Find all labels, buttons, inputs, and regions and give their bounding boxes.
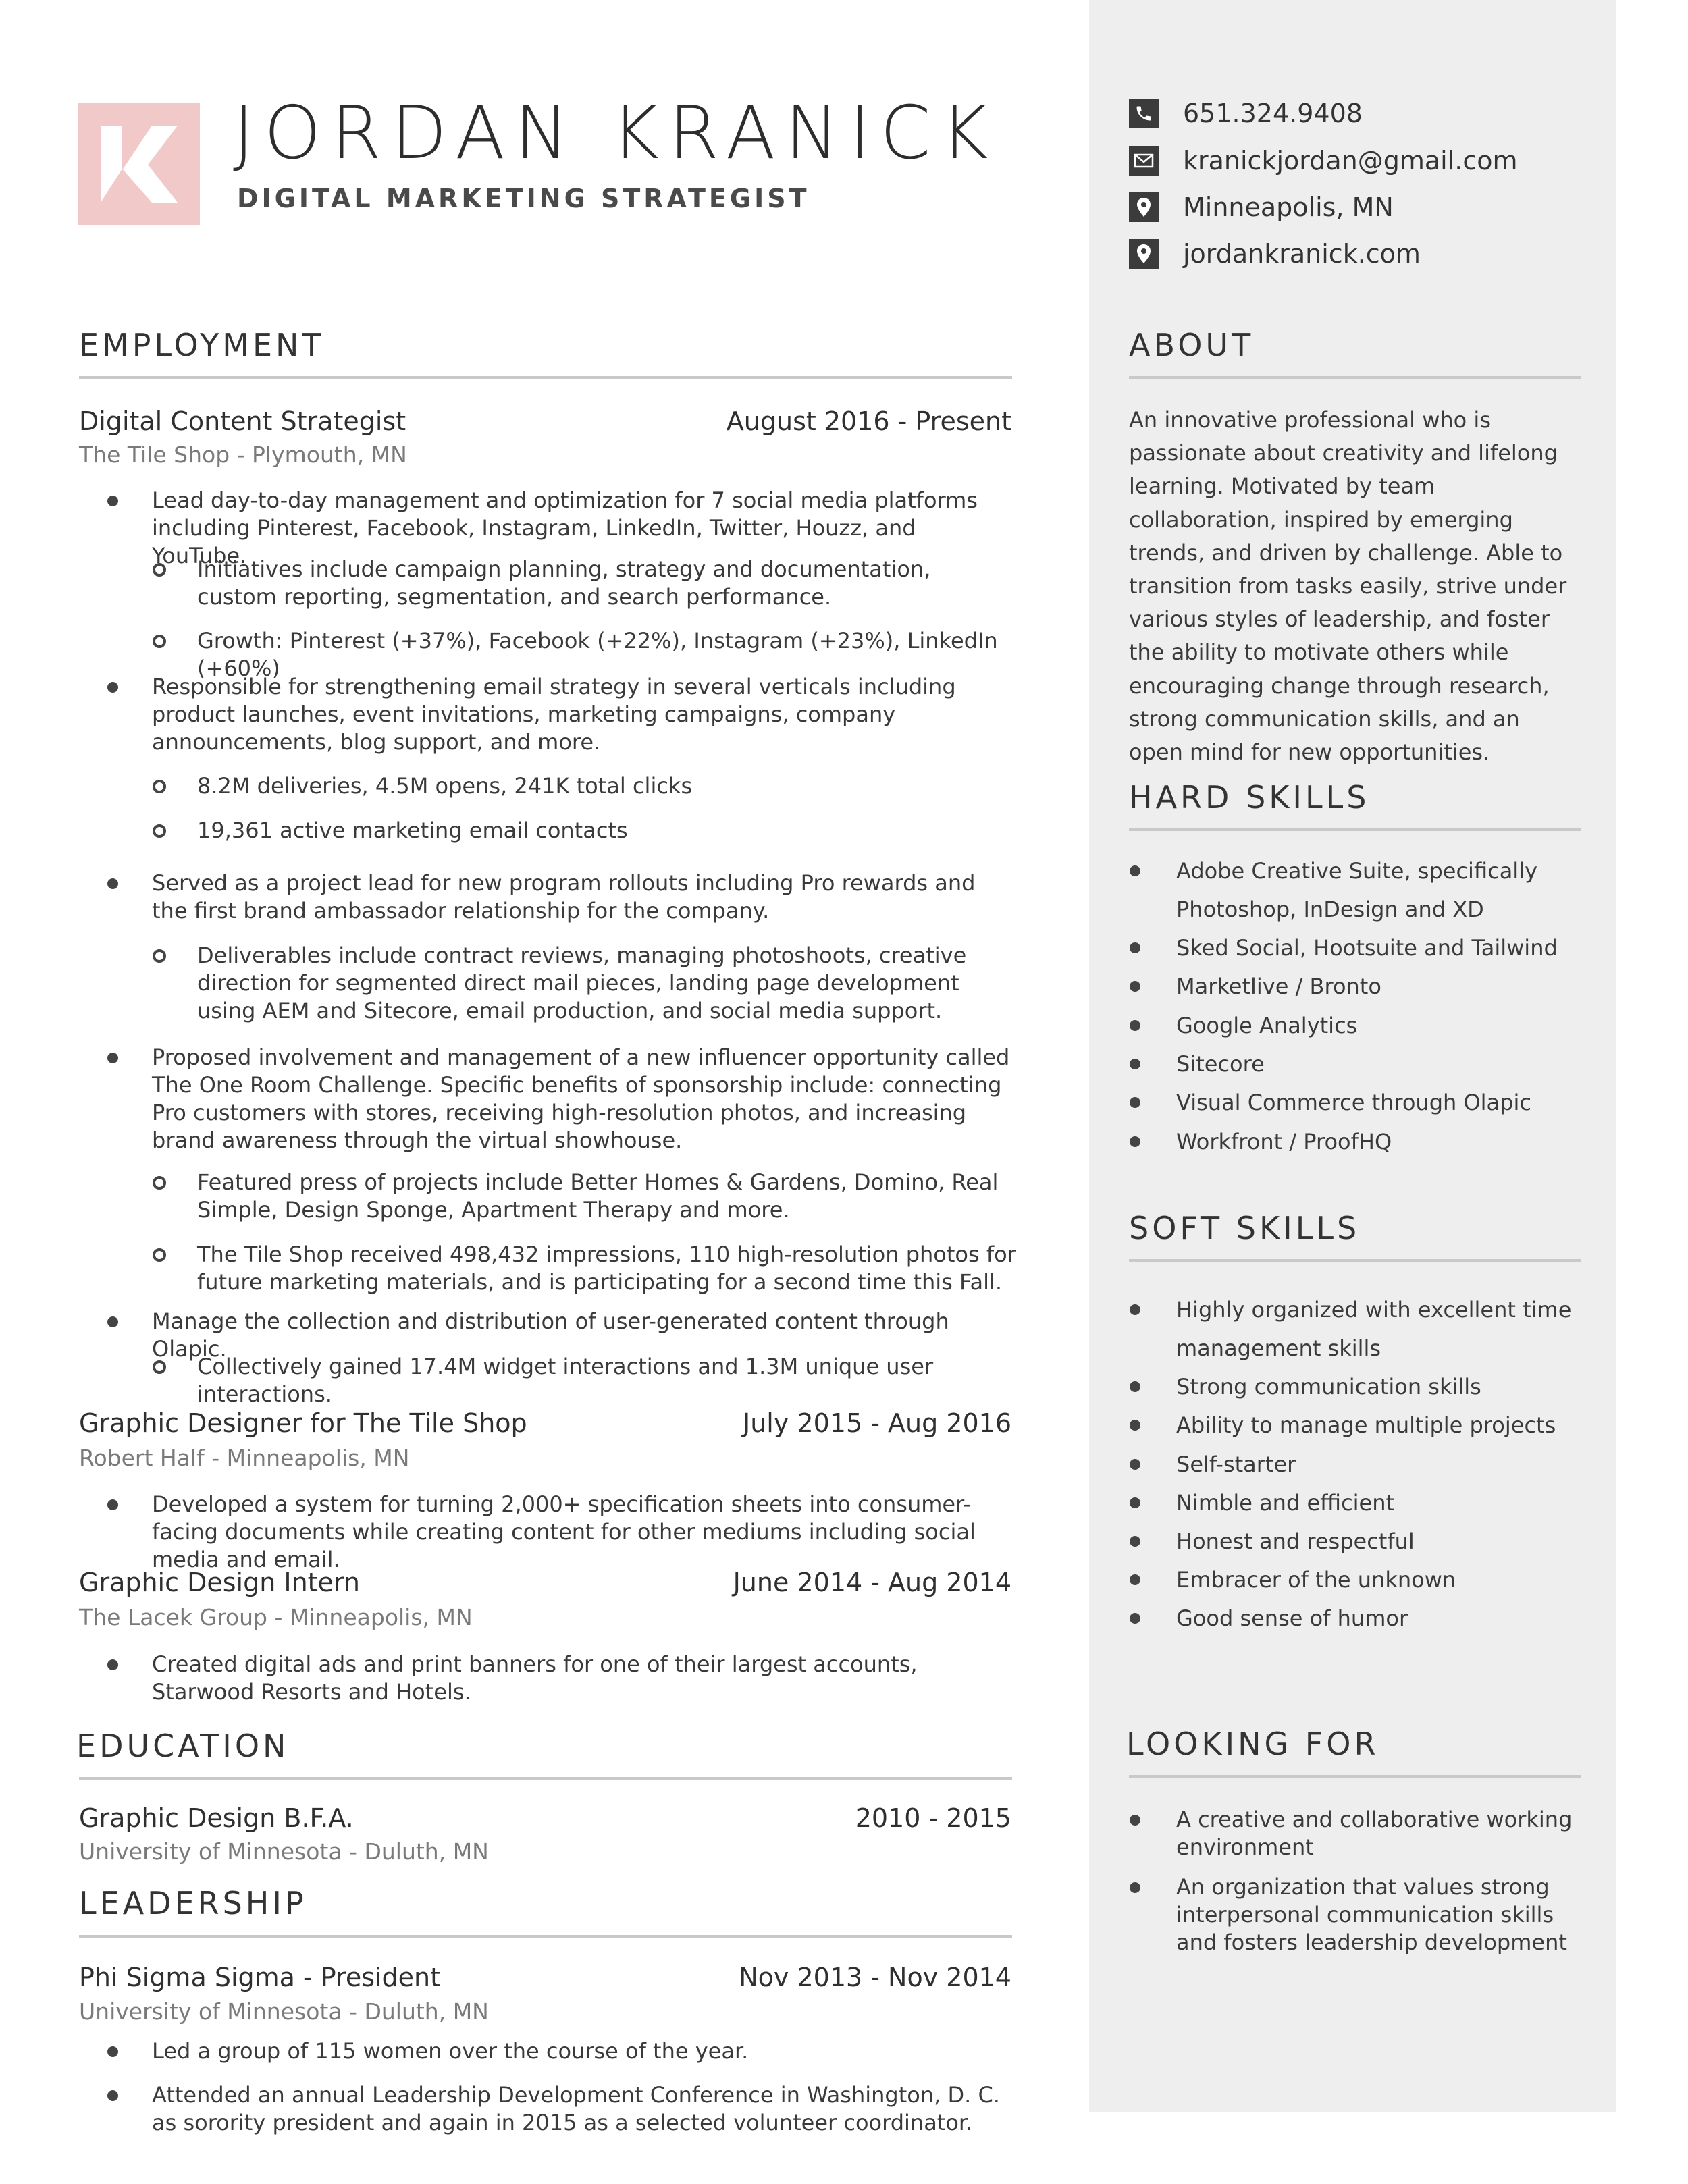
- leadership-school: University of Minnesota - Duluth, MN: [79, 1998, 489, 2025]
- leadership-dates: Nov 2013 - Nov 2014: [739, 1963, 1011, 1992]
- degree-dates: 2010 - 2015: [855, 1803, 1011, 1833]
- soft-skill-item: Honest and respectful: [1176, 1522, 1595, 1561]
- web-pin-icon: [1129, 239, 1159, 269]
- leadership-bullet: Led a group of 115 women over the course of the year.: [152, 2037, 1016, 2065]
- section-heading-hard-skills: HARD SKILLS: [1129, 779, 1370, 816]
- hard-skill-item: Marketlive / Bronto: [1176, 967, 1595, 1006]
- soft-skill-item: Embracer of the unknown: [1176, 1561, 1595, 1599]
- section-heading-education: EDUCATION: [76, 1728, 290, 1764]
- location-text: Minneapolis, MN: [1183, 192, 1394, 222]
- contact-website: [1129, 237, 1421, 271]
- contact-location: [1129, 190, 1394, 224]
- section-divider: [1129, 1259, 1581, 1262]
- job-company: The Lacek Group - Minneapolis, MN: [79, 1604, 473, 1630]
- job-sub-bullet: Featured press of projects include Better Homes & Gardens, Domino, Real Simple, Design Sponge, Apartment Therapy and more.: [197, 1169, 1016, 1224]
- location-pin-icon: [1129, 192, 1159, 222]
- section-divider: [79, 1777, 1012, 1780]
- about-paragraph: An innovative professional who is passionate about creativity and lifelong learning. Motivated by team collaboration, inspired by emerging trends, and driven by challenge. Able to transition from tasks easily, strive under various styles of leadership, and foster the ability to motivate others while encouraging change through research, strong communication skills, and an open mind for new opportunities.: [1129, 407, 1567, 766]
- section-divider: [1129, 828, 1581, 831]
- section-heading-looking-for: LOOKING FOR: [1126, 1726, 1379, 1762]
- job-bullet: Manage the collection and distribution of user-generated content through Olapic.: [152, 1308, 1016, 1363]
- looking-for-item: A creative and collaborative working environment: [1176, 1806, 1595, 1861]
- leadership-bullet: Attended an annual Leadership Development Conference in Washington, D. C. as sorority president and again in 2015 as a selected volunteer coordinator.: [152, 2081, 1016, 2137]
- mail-icon: [1129, 146, 1159, 176]
- job-sub-bullet: 19,361 active marketing email contacts: [197, 817, 1016, 845]
- section-heading-about: ABOUT: [1129, 327, 1255, 363]
- hard-skill-item: Google Analytics: [1176, 1007, 1595, 1045]
- job-company: Robert Half - Minneapolis, MN: [79, 1445, 410, 1471]
- hard-skill-item: Visual Commerce through Olapic: [1176, 1084, 1595, 1122]
- job-sub-bullet: Collectively gained 17.4M widget interactions and 1.3M unique user interactions.: [197, 1353, 1016, 1408]
- section-heading-employment: EMPLOYMENT: [79, 327, 325, 363]
- leadership-title: Phi Sigma Sigma - President: [79, 1963, 441, 1992]
- job-bullet: Developed a system for turning 2,000+ specification sheets into consumer-facing documents while creating content for other mediums including social media and email.: [152, 1491, 1016, 1574]
- looking-for-item: An organization that values strong interpersonal communication skills and fosters leadership development: [1176, 1873, 1595, 1956]
- contact-phone: [1129, 97, 1363, 130]
- job-title: Digital Content Strategist: [79, 406, 406, 436]
- email-link[interactable]: kranickjordan@gmail.com: [1183, 146, 1518, 176]
- hard-skill-item: Workfront / ProofHQ: [1176, 1123, 1595, 1161]
- section-divider: [1129, 376, 1581, 379]
- soft-skill-item: Strong communication skills: [1176, 1368, 1595, 1406]
- section-heading-leadership: LEADERSHIP: [79, 1885, 307, 1921]
- job-bullet: Created digital ads and print banners for one of their largest accounts, Starwood Resorts and Hotels.: [152, 1651, 1016, 1706]
- job-sub-bullet: Initiatives include campaign planning, strategy and documentation, custom reporting, segmentation, and search performance.: [197, 556, 1016, 611]
- job-sub-bullet: Deliverables include contract reviews, managing photoshoots, creative direction for segmented direct mail pieces, landing page development using AEM and Sitecore, email production, and social media support.: [197, 942, 1016, 1025]
- job-bullet: Responsible for strengthening email strategy in several verticals including product launches, event invitations, marketing campaigns, company announcements, blog support, and more.: [152, 673, 1016, 756]
- job-dates: June 2014 - Aug 2014: [733, 1568, 1011, 1597]
- job-dates: August 2016 - Present: [726, 406, 1011, 436]
- soft-skill-item: Highly organized with excellent time management skills: [1176, 1291, 1595, 1368]
- logo-mark: [78, 103, 200, 225]
- job-title: Graphic Design Intern: [79, 1568, 360, 1597]
- job-bullet: Served as a project lead for new program rollouts including Pro rewards and the first brand ambassador relationship for the company.: [152, 870, 1016, 925]
- hard-skill-item: Adobe Creative Suite, specifically Photoshop, InDesign and XD: [1176, 852, 1595, 929]
- person-name: JORDAN KRANICK: [233, 91, 998, 176]
- job-sub-bullet: Growth: Pinterest (+37%), Facebook (+22%), Instagram (+23%), LinkedIn (+60%): [197, 627, 1016, 683]
- phone-icon: [1129, 99, 1159, 128]
- soft-skill-item: Nimble and efficient: [1176, 1484, 1595, 1522]
- section-divider: [1129, 1775, 1581, 1778]
- job-sub-bullet: 8.2M deliveries, 4.5M opens, 241K total clicks: [197, 772, 1016, 800]
- job-dates: July 2015 - Aug 2016: [743, 1408, 1011, 1438]
- job-company: The Tile Shop - Plymouth, MN: [79, 442, 407, 468]
- section-divider: [79, 376, 1012, 379]
- hard-skill-item: Sked Social, Hootsuite and Tailwind: [1176, 929, 1595, 967]
- job-role-title: DIGITAL MARKETING STRATEGIST: [237, 184, 810, 213]
- school-name: University of Minnesota - Duluth, MN: [79, 1838, 489, 1865]
- job-bullet: Lead day-to-day management and optimization for 7 social media platforms including Pinterest, Facebook, Instagram, LinkedIn, Twitter, Houzz, and YouTube.: [152, 487, 1016, 570]
- degree-title: Graphic Design B.F.A.: [79, 1803, 354, 1833]
- job-bullet: Proposed involvement and management of a new influencer opportunity called The One Room Challenge. Specific benefits of sponsorship include: connecting Pro customers with stores, receiving high-resolution photos, and increasing brand awareness through the virtual showhouse.: [152, 1044, 1016, 1154]
- website-link[interactable]: jordankranick.com: [1183, 239, 1421, 269]
- contact-email: [1129, 144, 1517, 178]
- soft-skill-item: Ability to manage multiple projects: [1176, 1406, 1595, 1445]
- section-divider: [79, 1935, 1012, 1938]
- phone-number: 651.324.9408: [1183, 99, 1363, 128]
- section-heading-soft-skills: SOFT SKILLS: [1129, 1210, 1361, 1246]
- soft-skill-item: Good sense of humor: [1176, 1599, 1595, 1638]
- job-title: Graphic Designer for The Tile Shop: [79, 1408, 527, 1438]
- hard-skill-item: Sitecore: [1176, 1045, 1595, 1084]
- soft-skill-item: Self-starter: [1176, 1445, 1595, 1484]
- job-sub-bullet: The Tile Shop received 498,432 impressions, 110 high-resolution photos for future marketing materials, and is participating for a second time this Fall.: [197, 1242, 1016, 1295]
